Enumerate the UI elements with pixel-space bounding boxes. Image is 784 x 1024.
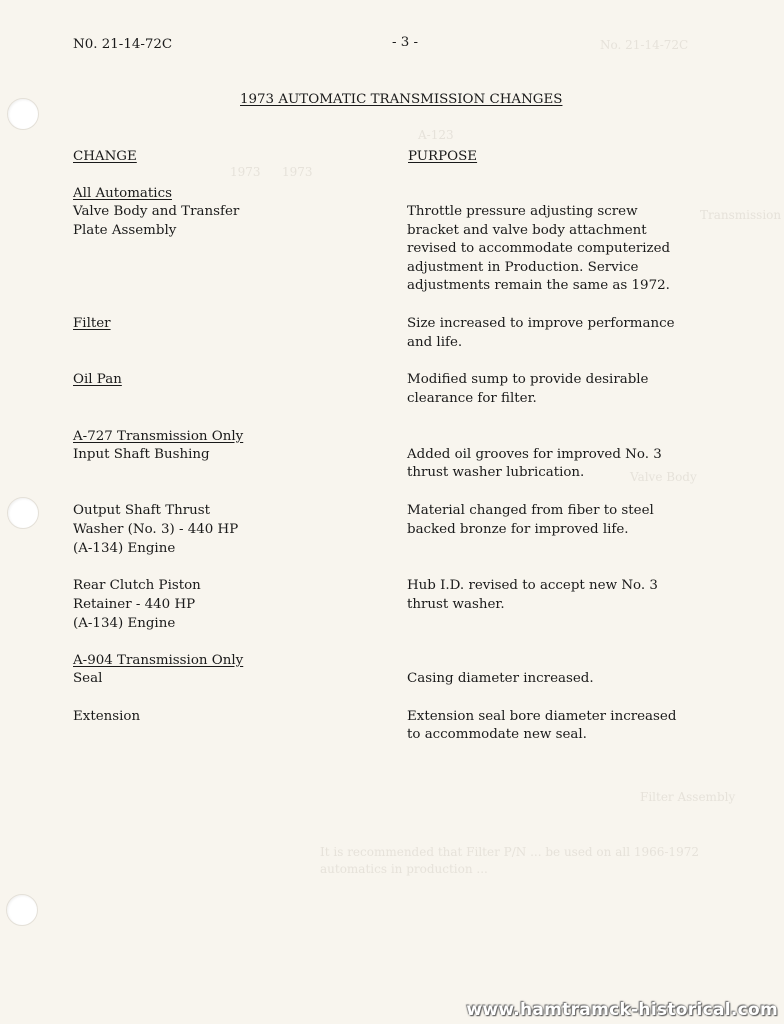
purpose-text: thrust washer lubrication. [407,465,585,480]
change-text: Washer (No. 3) - 440 HP [73,522,239,537]
purpose-text: Hub I.D. revised to accept new No. 3 [407,578,658,593]
purpose-text: bracket and valve body attachment [407,223,647,238]
group-heading: A-727 Transmission Only [73,429,244,444]
change-text: Retainer - 440 HP [73,597,196,612]
change-text: Oil Pan [73,372,122,387]
change-text: (A-134) Engine [73,616,176,631]
purpose-text: revised to accommodate computerized [407,241,671,256]
change-text: Input Shaft Bushing [73,447,210,462]
page-number: - 3 - [392,35,419,50]
group-heading: A-904 Transmission Only [73,653,244,668]
page-title: 1973 AUTOMATIC TRANSMISSION CHANGES [240,92,563,107]
change-text: Filter [73,316,111,331]
punch-hole-bottom [6,894,38,926]
purpose-text: Material changed from fiber to steel [407,503,654,518]
purpose-text: Throttle pressure adjusting screw [407,204,638,219]
purpose-text: Casing diameter increased. [407,671,594,686]
purpose-text: to accommodate new seal. [407,727,587,742]
purpose-text: adjustments remain the same as 1972. [407,278,670,293]
document-number: N0. 21-14-72C [73,37,173,52]
purpose-text: Size increased to improve performance [407,316,675,331]
purpose-text: Extension seal bore diameter increased [407,709,677,724]
purpose-text: adjustment in Production. Service [407,260,639,275]
purpose-text: clearance for filter. [407,391,537,406]
punch-hole-top [7,98,39,130]
purpose-text: thrust washer. [407,597,505,612]
purpose-text: backed bronze for improved life. [407,522,629,537]
purpose-text: Modified sump to provide desirable [407,372,649,387]
change-text: Rear Clutch Piston [73,578,201,593]
change-text: Seal [73,671,103,686]
purpose-text: Added oil grooves for improved No. 3 [407,447,662,462]
group-heading: All Automatics [73,186,172,201]
column-header-change: CHANGE [73,149,137,164]
change-text: Plate Assembly [73,223,177,238]
change-text: Output Shaft Thrust [73,503,211,518]
punch-hole-middle [7,497,39,529]
change-text: (A-134) Engine [73,541,176,556]
purpose-text: and life. [407,335,463,350]
change-text: Valve Body and Transfer [73,204,240,219]
watermark: www.hamtramck-historical.com [466,1000,778,1020]
column-header-purpose: PURPOSE [408,149,478,164]
change-text: Extension [73,709,141,724]
